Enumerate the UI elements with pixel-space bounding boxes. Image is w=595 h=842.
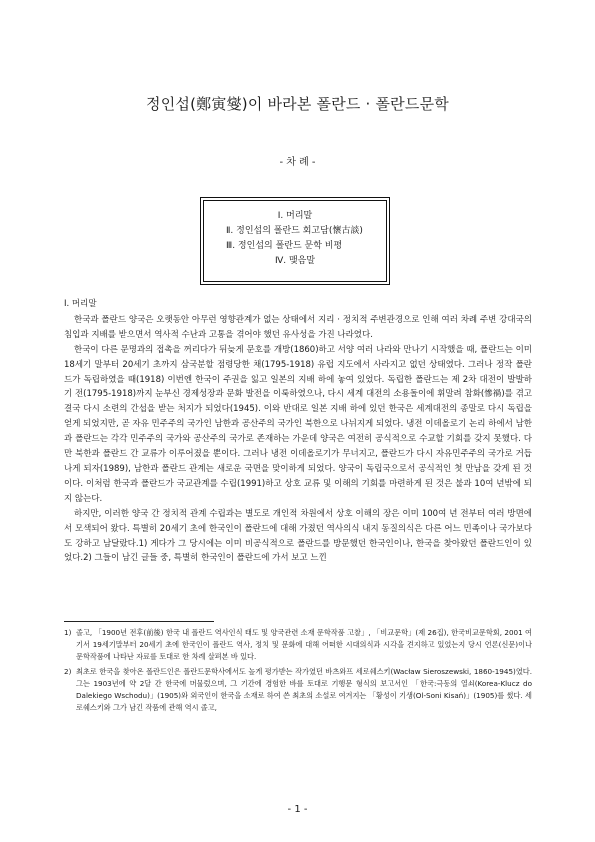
footnote-number: 1) [64,628,72,637]
footnote [64,627,532,664]
paragraph: 하지만, 이러한 양국 간 정치적 관계 수립과는 별도로 개인적 차원에서 상호 이해의 장은 이미 100여 년 전부터 여러 방면에서 모색되어 왔다. 특별히 20세기 초에 한국인이 폴란드에 대해 가졌던 역사의식 내지 동질의식은 다른 어느 민족이나 국가보다도 강하고 남달랐다.1) 게다가 그 당시에는 이미 비공식적으로 폴란드를 방문했던 한국인이나, 한국을 찾아왔던 폴란드인이 있었다.2) 그들이 남긴 글들 중, 특별히 한국인이 폴란드에 가서 보고 느낀 [64,508,532,564]
footnote-number: 2) [64,666,72,676]
document-title: 정인섭(鄭寅燮)이 바라본 폴란드 · 폴란드문학 [146,95,449,113]
toc-item-reminiscence: Ⅱ. 정인섭의 폴란드 회고담(懷古談) [226,226,363,236]
paragraph: 한국과 폴란드 양국은 오랫동안 아무런 영향관계가 없는 상태에서 지리 · 정치적 주변관경으로 인해 여러 차례 주변 강대국의 침입과 지배를 받으면서 역사적 수난과 고통을 겪어야 했던 유사성을 가진 나라였다. [64,314,532,340]
page-number: - 1 - [287,804,308,815]
toc-item-introduction: Ⅰ. 머리말 [277,211,313,221]
toc-item-conclusion: Ⅳ. 맺음말 [274,256,316,266]
paragraph: 한국이 다른 문명과의 접촉을 꺼리다가 뒤늦게 문호를 개방(1860)하고 서양 여러 나라와 만나기 시작했을 때, 폴란드는 이미 18세기 말부터 20세기 초까지 삼국분할 점령당한 채(1795-1918) 유럽 지도에서 사라지고 없던 상태였다. 그러나 정작 폴란드가 독립하였을 때(1918) 이번엔 한국이 주권을 잃고 일본의 지배 하에 놓여 있었다. 독립한 폴란드는 제 2차 대전이 발발하기 전(1795-1918)까지 눈부신 경제성장과 문화 발전을 이룩하였으나, 다시 세계 대전의 소용돌이에 휘말려 참화(慘禍)를 겪고 결국 다시 소련의 간섭을 받는 처지가 되었다(1945). 이와 반대로 일본 지배 하에 있던 한국은 세계대전의 종말로 다시 독립을 얻게 되었지만, 곧 자유 민주주의 국가인 남한과 공산주의 국가인 북한으로 나뉘지게 되었다. 냉전 이데올로기 논리 하에서 남한과 폴란드는 각각 민주주의 국가와 공산주의 국가로 존재하는 가운데 양국은 여전히 공식적으로 수교할 기회를 갖지 못했다. 다만 북한과 폴란드 간 교류가 이루어졌을 뿐이다. 그러나 냉전 이데올로기가 무너지고, 폴란드가 다시 자유민주주의 국가로 거듭나게 되자(1989), 남한과 폴란드 관계는 새로운 국면을 맞이하게 되었다. 양국이 독립국으로서 공식적인 첫 만남을 갖게 된 것이다. 이처럼 한국과 폴란드가 국교관계를 수립(1991)하고 상호 교류 및 이해의 기회를 마련하게 된 것은 불과 10여 년밖에 되지 않는다. [64,344,532,504]
footnote [64,666,532,715]
footnotes [64,627,532,716]
section-introduction [64,297,532,566]
footnote-text: 졸고, 「1900년 전후(前後) 한국 내 폴란드 역사인식 태도 및 양국관련 소재 문학작품 고찰」, 「비교문학」(제 26집), 한국비교문학회, 2001 여기서 19세기말부터 20세기 초에 한국인이 폴란드 역사, 정치 및 문화에 대해 어떠한 시대의식과 시각을 견지하고 있었는지 당시 언론(신문)이나 문학작품에 나타난 자료를 토대로 한 차례 살펴본 바 있다. [76,628,532,662]
footnote-text: 최초로 한국을 찾아온 폴란드인은 폴란드문학사에서도 높게 평가받는 작가였던 바츠와프 세로쉐스키(Wacław Sieroszewski, 1860-1945)였다. 그는 1903년에 약 2달 간 한국에 머물렀으며, 그 기간에 경험한 바를 토대로 기행문 형식의 보고서인 「한국:극동의 열쇠(Korea-Klucz do Dalekiego Wschodu)」(1905)와 외국인이 한국을 소재로 하여 쓴 최초의 소설로 여겨지는 「황성이 기생(Ol-Soni Kisań)」(1905)를 썼다. 세로쉐스키와 그가 남긴 작품에 관해 역시 졸고, [76,666,532,713]
section-heading: Ⅰ. 머리말 [64,299,97,309]
toc-item-criticism: Ⅲ. 정인섭의 폴란드 문학 비평 [226,241,343,251]
footnote-divider [64,621,214,622]
toc-heading: - 차 례 - [279,157,316,168]
table-of-contents [203,200,387,282]
